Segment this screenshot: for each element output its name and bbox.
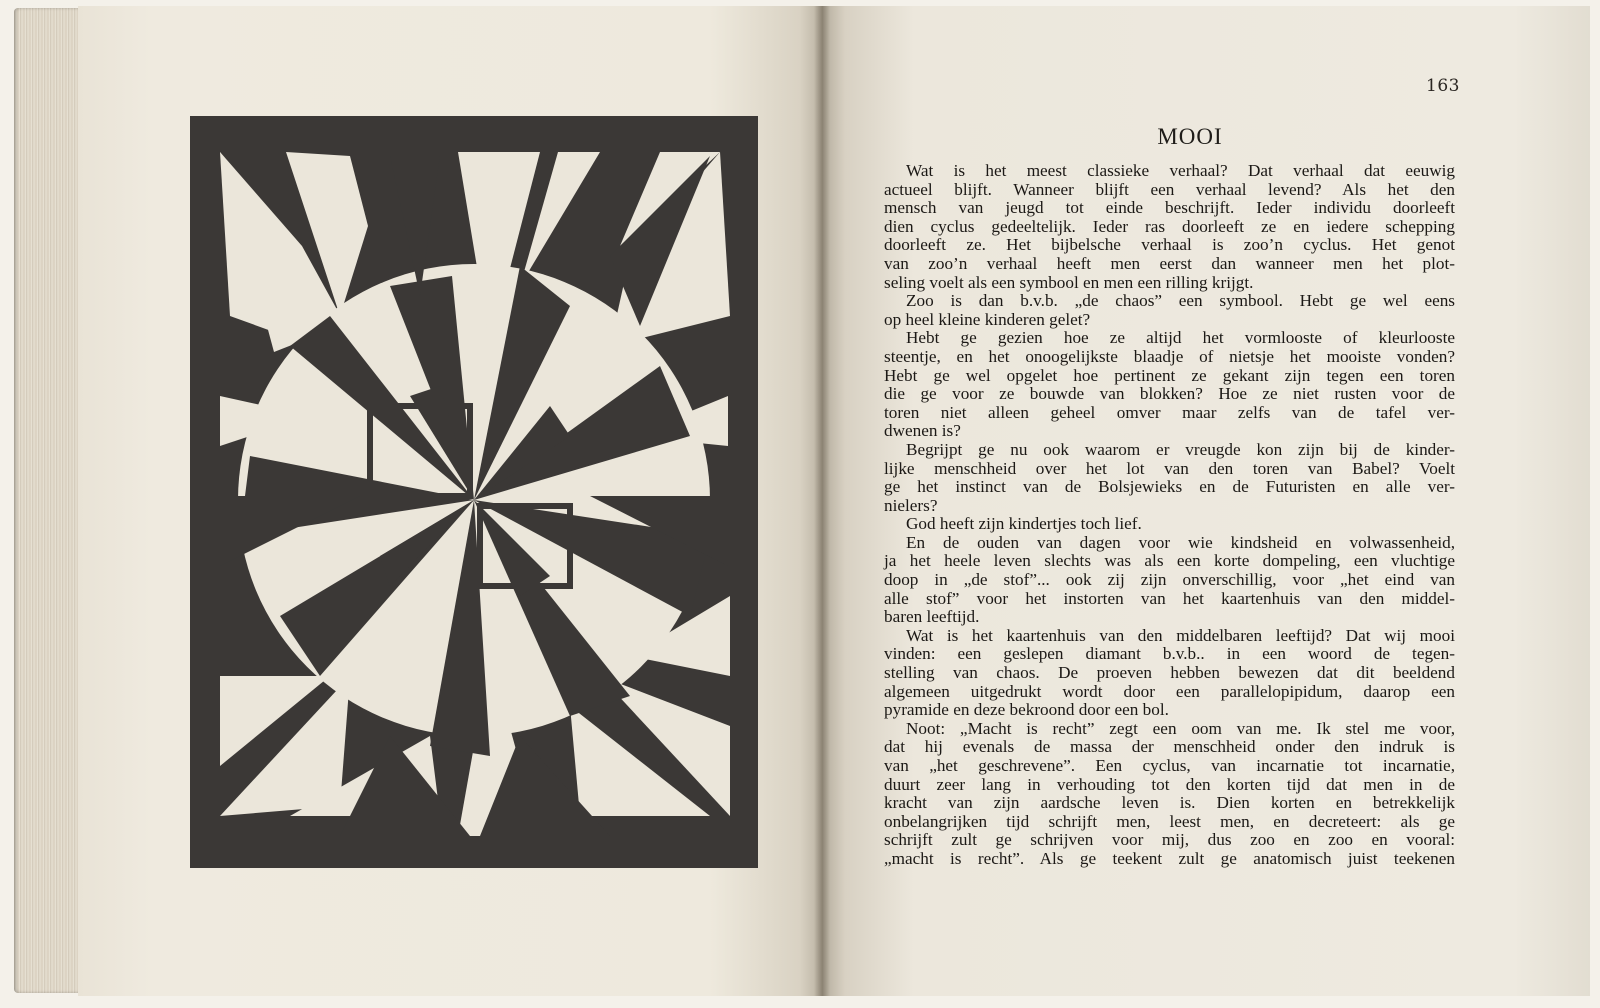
text-line: alle stof” voor het instorten van het kaartenhuis van den middel- xyxy=(884,588,1455,608)
text-line: dien cyclus gedeeltelijk. Ieder ras doorleeft ze en iedere schepping xyxy=(884,216,1455,236)
text-line: seling voelt als een symbool en men een rilling krijgt. xyxy=(884,272,1254,292)
text-line: actueel blijft. Wanneer blijft een verhaal levend? Als het den xyxy=(884,179,1455,199)
text-line: Noot: „Macht is recht” zegt een oom van me. Ik stel me voor, xyxy=(906,718,1455,738)
text-line: onbelangrijken tijd schrijft men, leest men, en decreteert: als ge xyxy=(884,811,1455,831)
woodcut-illustration xyxy=(190,116,758,868)
text-line: op heel kleine kinderen gelet? xyxy=(884,309,1091,329)
text-line: Wat is het meest classieke verhaal? Dat verhaal dat eeuwig xyxy=(906,161,1455,180)
text-line: En de ouden van dagen voor wie kindsheid en volwassenheid, xyxy=(906,532,1455,552)
text-line: pyramide en deze bekroond door een bol. xyxy=(884,700,1169,720)
text-line: doorleeft ze. Het bijbelsche verhaal is zoo’n cyclus. Het genot xyxy=(884,235,1455,255)
text-line: God heeft zijn kindertjes toch lief. xyxy=(906,514,1142,534)
text-line: lijke menschheid over het lot van den toren van Babel? Voelt xyxy=(884,458,1455,478)
chapter-title: MOOI xyxy=(1157,124,1223,149)
text-line: kracht van zijn aardsche leven is. Dien korten en betrekkelijk xyxy=(884,793,1455,813)
text-line: Begrijpt ge nu ook waarom er vreugde kon zijn bij de kinder- xyxy=(906,439,1455,459)
text-line: Zoo is dan b.v.b. „de chaos” een symbool. Hebt ge wel eens xyxy=(906,291,1455,311)
text-line: toren niet alleen geheel omver maar zelfs van de tafel ver- xyxy=(884,402,1455,422)
body-text xyxy=(884,162,1455,869)
text-line: Hebt ge wel opgelet hoe pertinent ze gekant zijn tegen een toren xyxy=(884,365,1455,385)
text-line: Wat is het kaartenhuis van den middelbaren leeftijd? Dat wij mooi xyxy=(906,625,1455,645)
text-line: dat hij evenals de massa der menschheid onder den indruk is xyxy=(884,737,1455,757)
text-line: mensch van jeugd tot einde beschrijft. Ieder individu doorleeft xyxy=(884,198,1455,218)
text-line: nielers? xyxy=(884,495,938,515)
text-line: Hebt ge gezien hoe ze altijd het vormlooste of kleurlooste xyxy=(906,328,1455,348)
text-line: ja het heele leven slechts was als een korte dompeling, een vluchtige xyxy=(884,551,1455,571)
text-line: duurt zeer lang in verhouding tot den korten tijd dat men in de xyxy=(884,774,1455,794)
text-line: schrijft zult ge schrijven voor mij, dus zoo en zoo en vooral: xyxy=(884,830,1455,850)
page-edges xyxy=(14,8,80,993)
book-gutter xyxy=(814,6,830,996)
page-number: 163 xyxy=(1426,76,1460,96)
text-line: vinden: een geslepen diamant b.v.b.. in een woord de tegen- xyxy=(884,644,1455,664)
text-line: steentje, en het onoogelijkste blaadje of nietsje het mooiste vonden? xyxy=(884,346,1455,366)
text-line: van zoo’n verhaal heeft men eerst dan wanneer men het plot- xyxy=(884,253,1455,273)
text-line: van „het geschrevene”. Een cyclus, van incarnatie tot incarnatie, xyxy=(884,756,1455,775)
text-line: algemeen uitgedrukt wordt door een parallelopipidum, daarop een xyxy=(884,681,1455,701)
text-line: doop in „de stof”... ook zij zijn onverschillig, voor „het eind van xyxy=(884,570,1455,590)
text-line: die ge voor ze bouwde van blokken? Hoe ze niet rusten voor de xyxy=(884,384,1455,404)
text-line: baren leeftijd. xyxy=(884,607,980,627)
text-line: dwenen is? xyxy=(884,421,961,441)
text-line: ge het instinct van de Bolsjewieks en de Futuristen en alle ver- xyxy=(884,477,1455,497)
text-line: stelling van chaos. De proeven hebben bewezen dat dit beeldend xyxy=(884,663,1455,683)
text-line: „macht is recht”. Als ge teekent zult ge anatomisch juist teekenen xyxy=(884,848,1455,868)
